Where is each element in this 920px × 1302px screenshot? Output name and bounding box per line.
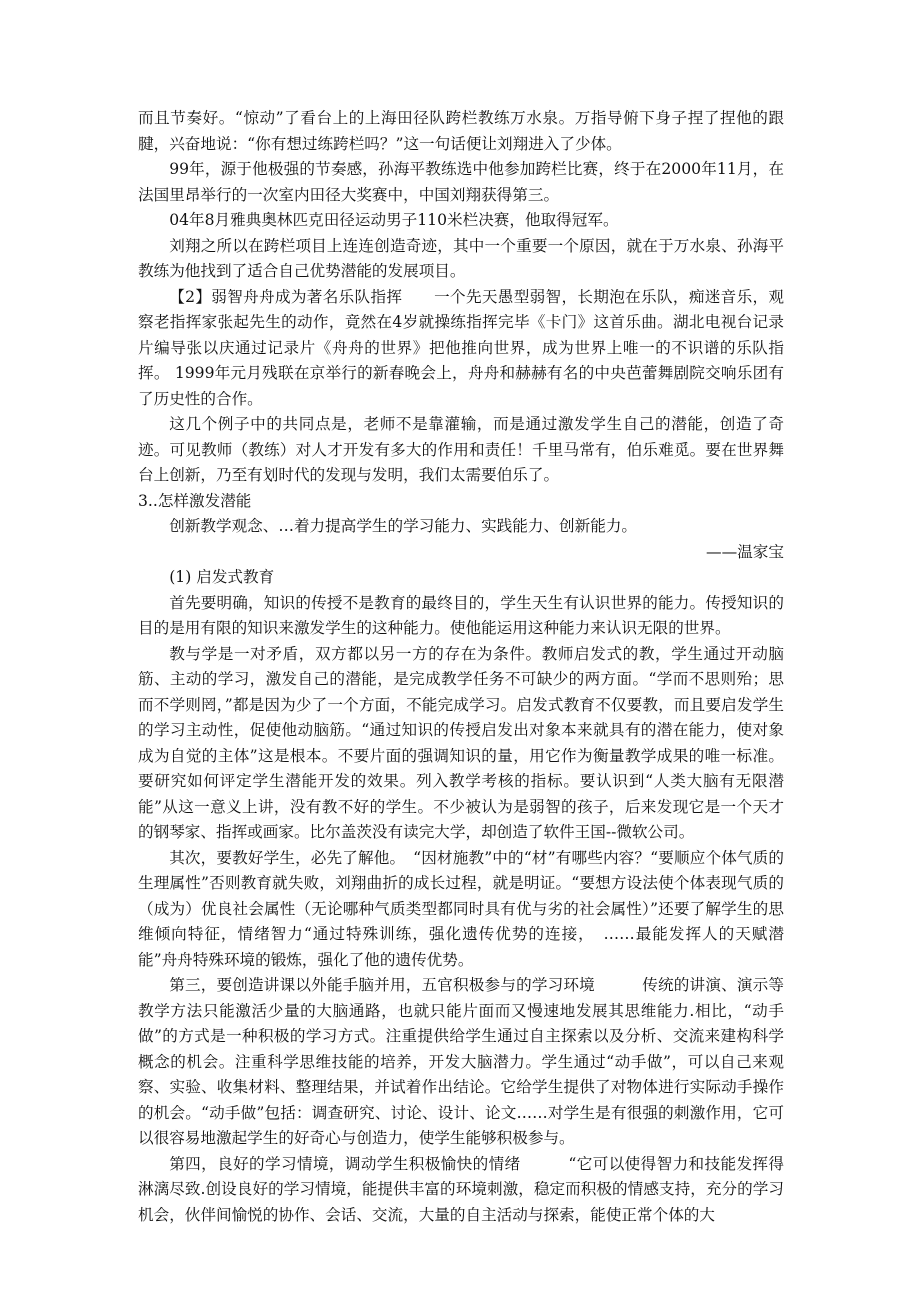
paragraph: 其次，要教好学生，必先了解他。 “因材施教”中的“材”有哪些内容？“要顺应个体气质的生理属性”否则教育就失败，刘翔曲折的成长过程，就是明证。“要想方设法使个体表现气质的（成为）优良社会属性（无论哪种气质类型都同时具有优与劣的社会属性）”还要了解学生的思维倾向特征，情绪智力“通过特殊训练，强化遗传优势的连接， ……最能发挥人的天赋潜能”舟舟特殊环境的锻炼，强化了他的遗传优势。 (138, 848, 784, 969)
quote-attribution: ——温家宝 (706, 542, 784, 561)
paragraph: 首先要明确，知识的传授不是教育的最终目的，学生天生有认识世界的能力。传授知识的目的是用有限的知识来激发学生的这种能力。使他能运用这种能力来认识无限的世界。 (138, 593, 784, 637)
paragraph: 教与学是一对矛盾，双方都以另一方的存在为条件。教师启发式的教，学生通过开动脑筋、主动的学习，激发自己的潜能，是完成教学任务不可缺少的两方面。“学而不思则殆；思而不学则罔，”都是因为少了一个方面，不能完成学习。启发式教育不仅要教，而且要启发学生的学习主动性，促使他动脑筋。“通过知识的传授启发出对象本来就具有的潜在能力，使对象成为自觉的主体”这是根本。不要片面的强调知识的量，用它作为衡量教学成果的唯一标准。要研究如何评定学生潜能开发的效果。列入教学考核的指标。要认识到“人类大脑有无限潜能”从这一意义上讲，没有教不好的学生。不少被认为是弱智的孩子，后来发现它是一个天才的钢琴家、指挥或画家。比尔盖茨没有读完大学，却创造了软件王国--微软公司。 (138, 644, 784, 841)
paragraph: 99年，源于他极强的节奏感，孙海平教练选中他参加跨栏比赛，终于在2000年11月，在法国里昂举行的一次室内田径大奖赛中，中国刘翔获得第三。 (138, 160, 784, 204)
paragraph: 而且节奏好。“惊动”了看台上的上海田径队跨栏教练万水泉。万指导俯下身子捏了捏他的跟腱，兴奋地说：“你有想过练跨栏吗？”这一句话便让刘翔进入了少体。 (138, 109, 784, 153)
paragraph: 刘翔之所以在跨栏项目上连连创造奇迹，其中一个重要一个原因，就在于万水泉、孙海平教练为他找到了适合自己优势潜能的发展项目。 (138, 236, 784, 280)
section-heading: 3..怎样激发潜能 (138, 491, 252, 510)
paragraph: 04年8月雅典奥林匹克田径运动男子110米栏决赛，他取得冠军。 (169, 211, 619, 229)
quote: 创新教学观念、…着力提高学生的学习能力、实践能力、创新能力。 (169, 517, 638, 535)
paragraph: 第三，要创造讲课以外能手脑并用，五官积极参与的学习环境 传统的讲演、演示等教学方法只能激活少量的大脑通路，也就只能片面而又慢速地发展其思维能力.相比，“动手做”的方式是一种积极的学习方式。注重提供给学生通过自主探索以及分析、交流来建构科学概念的机会。注重科学思维技能的培养，开发大脑潜力。学生通过“动手做”，可以自己来观察、实验、收集材料、整理结果，并试着作出结论。它给学生提供了对物体进行实际动手操作的机会。“动手做”包括：调查研究、讨论、设计、论文……对学生是有很强的刺激作用，它可以很容易地激起学生的好奇心与创造力，使学生能够积极参与。 (138, 976, 784, 1147)
document-body (138, 106, 784, 1228)
paragraph: 【2】弱智舟舟成为著名乐队指挥 一个先天愚型弱智，长期泡在乐队，痴迷音乐，观察老指挥家张起先生的动作，竟然在4岁就操练指挥完毕《卡门》这首乐曲。湖北电视台记录片编导张以庆通过记录片《舟舟的世界》把他推向世界，成为世界上唯一的不识谱的乐队指挥。 1999年元月残联在京举行的新春晚会上，舟舟和赫赫有名的中央芭蕾舞剧院交响乐团有了历史性的合作。 (138, 287, 784, 408)
paragraph: 这几个例子中的共同点是，老师不是靠灌输，而是通过激发学生自己的潜能，创造了奇迹。可见教师（教练）对人才开发有多大的作用和责任！千里马常有，伯乐难觅。要在世界舞台上创新，乃至有划时代的发现与发明，我们太需要伯乐了。 (138, 415, 784, 484)
subsection-heading: (1) 启发式教育 (169, 568, 275, 586)
paragraph: 第四，良好的学习情境，调动学生积极愉快的情绪 “它可以使得智力和技能发挥得淋漓尽致.创设良好的学习情境，能提供丰富的环境刺激，稳定而积极的情感支持，充分的学习机会，伙伴间愉悦的协作、会话、交流，大量的自主活动与探索，能使正常个体的大 (138, 1154, 784, 1224)
